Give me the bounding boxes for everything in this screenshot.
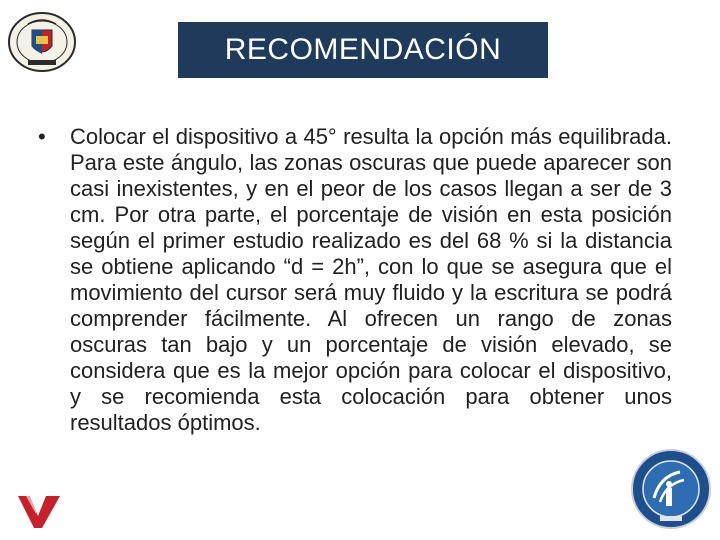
- university-logo-icon: [16, 494, 62, 530]
- bullet-marker: •: [38, 124, 46, 149]
- slide-title: RECOMENDACIÓN: [178, 22, 548, 78]
- institution-seal-icon: [6, 10, 78, 74]
- bullet-item: [38, 124, 672, 436]
- bullet-text: Colocar el dispositivo a 45° resulta la opción más equilibrada. Para este ángulo, las zonas oscuras que puede aparecer son casi inexistentes, y en el peor de los casos llegan a ser de 3 cm. Por otra parte, el porcentaje de visión en esta posición según el primer estudio realizado es del 68 % si la distancia se obtiene aplicando “d = 2h”, con lo que se asegura que el movimiento del cursor será muy fluido y la escritura se podrá comprender fácilmente. Al ofrecen un rango de zonas oscuras tan bajo y un porcentaje de visión elevado, se considera que es la mejor opción para colocar el dispositivo, y se recomienda esta colocación para obtener unos resultados óptimos.: [70, 124, 672, 435]
- department-badge-icon: [630, 448, 712, 530]
